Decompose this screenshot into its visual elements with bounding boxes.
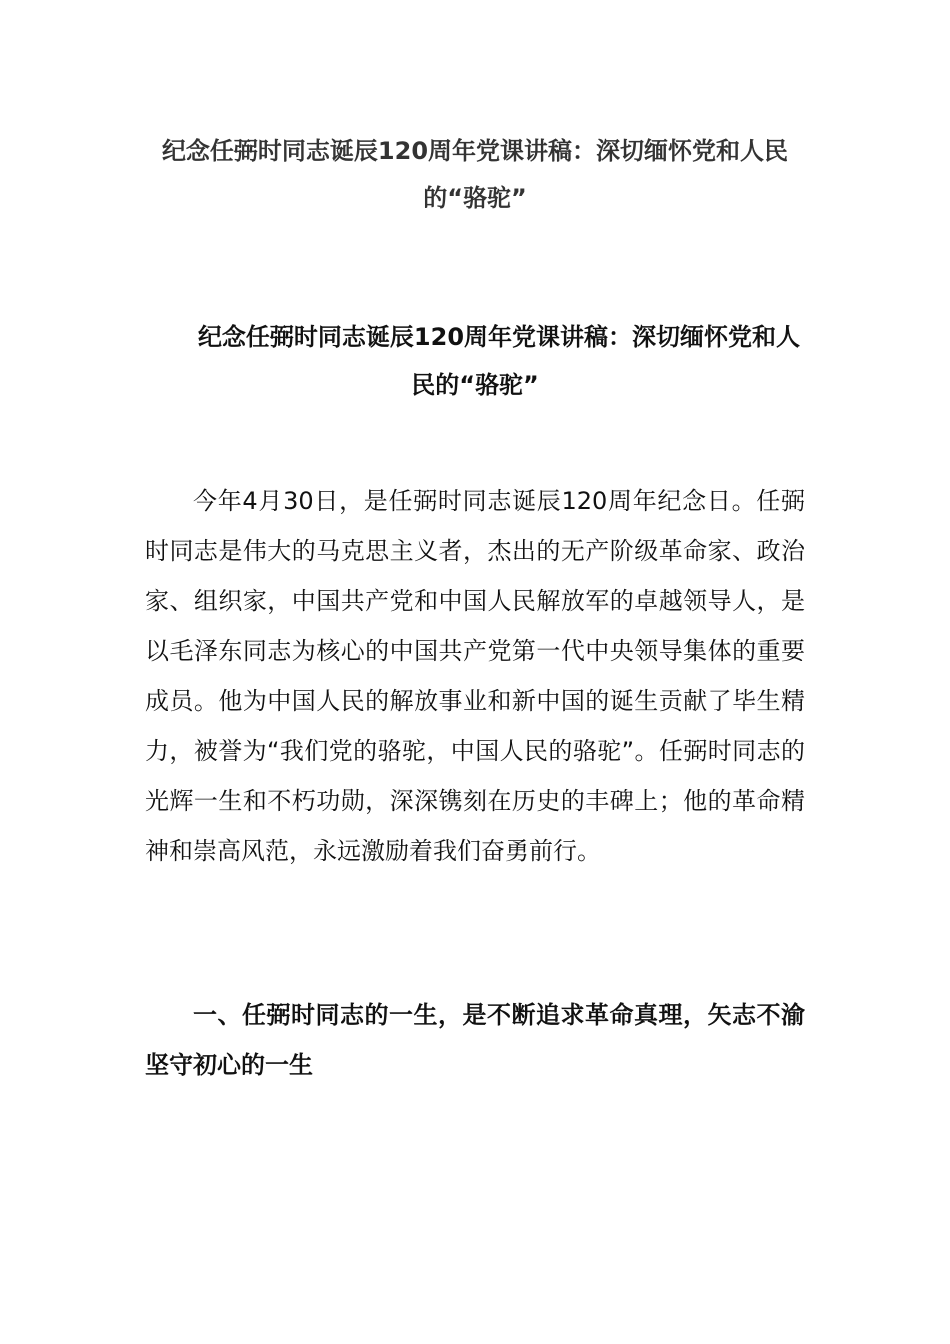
intro-paragraph: 今年4月30日，是任弼时同志诞辰120周年纪念日。任弼时同志是伟大的马克思主义者，杰出的无产阶级革命家、政治家、组织家，中国共产党和中国人民解放军的卓越领导人，是以毛泽东同志为核心的中国共产党第一代中央领导集体的重要成员。他为中国人民的解放事业和新中国的诞生贡献了毕生精力，被誉为“我们党的骆驼，中国人民的骆驼”。任弼时同志的光辉一生和不朽功勋，深深镌刻在历史的丰碑上；他的革命精神和崇高风范，永远激励着我们奋勇前行。 [145,487,805,865]
section-heading-1: 一、任弼时同志的一生，是不断追求革命真理，矢志不渝坚守初心的一生 [145,1001,805,1079]
document-header-title: 纪念任弼时同志诞辰120周年党课讲稿：深切缅怀党和人民的“骆驼” [161,137,789,212]
main-title: 纪念任弼时同志诞辰120周年党课讲稿：深切缅怀党和人民的“骆驼” [197,323,801,399]
